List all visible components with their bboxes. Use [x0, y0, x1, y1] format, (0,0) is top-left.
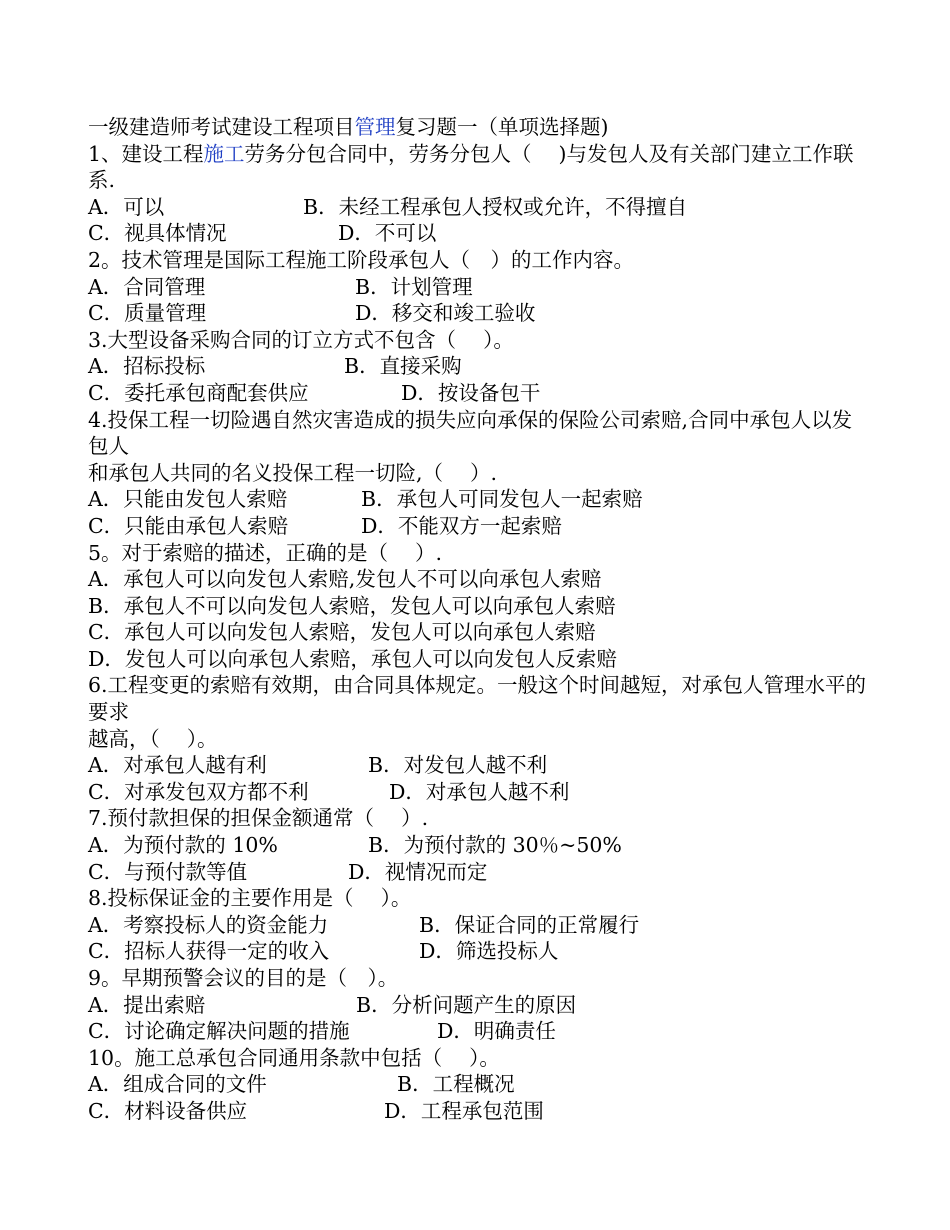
q3-option-c: C．委托承包商配套供应	[88, 380, 309, 405]
question-9-options-cd	[88, 1018, 868, 1045]
question-10-stem: 10。施工总承包合同通用条款中包括（ ）。	[88, 1045, 500, 1070]
q5-option-b: B．承包人不可以向发包人索赔，发包人可以向承包人索赔	[88, 593, 616, 618]
question-9-options-ab	[88, 992, 868, 1019]
q8-option-b: B．保证合同的正常履行	[419, 912, 640, 937]
question-6-options-cd	[88, 779, 868, 806]
q9-option-d: D．明确责任	[437, 1019, 556, 1044]
q7-option-d: D．视情况而定	[348, 859, 488, 884]
question-8-options-ab	[88, 912, 868, 939]
q3-option-b: B．直接采购	[344, 354, 462, 379]
title-prefix: 一级建造师考试建设工程项目	[88, 115, 355, 139]
q5-option-c: C．承包人可以向发包人索赔，发包人可以向承包人索赔	[88, 620, 596, 645]
q3-option-a: A．招标投标	[88, 354, 206, 379]
question-8-stem: 8.投标保证金的主要作用是（ ）。	[88, 886, 412, 911]
q4-option-a: A．只能由发包人索赔	[88, 487, 288, 512]
q4-option-d: D．不能双方一起索赔	[361, 513, 562, 538]
q1-option-a: A．可以	[88, 194, 165, 219]
question-6-options-ab	[88, 752, 868, 779]
question-10-options-ab	[88, 1071, 868, 1098]
q6-option-d: D．对承包人越不利	[389, 779, 570, 804]
q7-option-b: B．为预付款的 30％~50%	[368, 833, 622, 858]
question-10-options-cd	[88, 1098, 868, 1125]
question-2-options-cd	[88, 300, 868, 327]
q1-stem-suffix: 劳务分包合同中，劳务分包人（ )与发包人及有关部门建立工作联系.	[88, 141, 854, 193]
q9-option-c: C．讨论确定解决问题的措施	[88, 1019, 350, 1044]
question-4-stem-line-2: 和承包人共同的名义投保工程一切险,（ ）.	[88, 460, 498, 485]
question-5-stem: 5。对于索赔的描述，正确的是（ ）.	[88, 540, 443, 565]
q2-option-b: B．计划管理	[355, 274, 473, 299]
question-1-stem	[88, 141, 868, 194]
question-3-options-cd	[88, 380, 868, 407]
q1-stem-prefix: 1、建设工程	[88, 141, 204, 166]
question-9-stem: 9。早期预警会议的目的是（ ）。	[88, 966, 399, 990]
question-3-options-ab	[88, 353, 868, 380]
q6-option-c: C．对承发包双方都不利	[88, 779, 309, 804]
q10-option-b: B．工程概况	[397, 1072, 515, 1097]
q4-option-c: C．只能由承包人索赔	[88, 513, 289, 538]
q10-option-d: D．工程承包范围	[384, 1098, 544, 1123]
title-link-management[interactable]: 管理	[354, 115, 396, 139]
document-title	[88, 114, 868, 141]
question-3-stem: 3.大型设备采购合同的订立方式不包含（ ）。	[88, 327, 514, 352]
q1-option-b: B．未经工程承包人授权或允许，不得擅自	[303, 194, 688, 219]
question-1-options-ab	[88, 194, 868, 221]
q3-option-d: D．按设备包干	[401, 380, 541, 405]
q2-option-d: D．移交和竣工验收	[355, 301, 536, 326]
q10-option-a: A．组成合同的文件	[88, 1072, 267, 1097]
q7-option-c: C．与预付款等值	[88, 859, 248, 884]
question-1-options-cd	[88, 220, 868, 247]
q4-option-b: B．承包人可同发包人一起索赔	[361, 487, 643, 512]
question-6-stem-line-1: 6.工程变更的索赔有效期，由合同具体规定。一般这个时间越短，对承包人管理水平的要求	[88, 673, 867, 725]
question-6-stem-line-2: 越高，（ ）。	[88, 726, 218, 751]
question-8-options-cd	[88, 938, 868, 965]
question-4-stem-line-1: 4.投保工程一切险遇自然灾害造成的损失应向承保的保险公司索赔,合同中承包人以发包人	[88, 407, 853, 459]
q2-option-a: A．合同管理	[88, 274, 206, 299]
q6-option-a: A．对承包人越有利	[88, 753, 267, 778]
question-4-options-ab	[88, 486, 868, 513]
q1-option-c: C．视具体情况	[88, 221, 227, 246]
q9-option-b: B．分析问题产生的原因	[356, 992, 577, 1017]
q7-option-a: A．为预付款的 10%	[88, 833, 278, 858]
question-2-stem: 2。技术管理是国际工程施工阶段承包人（ ）的工作内容。	[88, 247, 635, 272]
q8-option-d: D．筛选投标人	[419, 939, 559, 964]
question-7-options-cd	[88, 859, 868, 886]
q8-option-c: C．招标人获得一定的收入	[88, 939, 330, 964]
q5-option-d: D．发包人可以向承包人索赔，承包人可以向发包人反索赔	[88, 646, 617, 671]
q9-option-a: A．提出索赔	[88, 992, 206, 1017]
question-7-options-ab	[88, 832, 868, 859]
q2-option-c: C．质量管理	[88, 301, 207, 326]
title-suffix: 复习题一（单项选择题)	[395, 115, 609, 139]
question-2-options-ab	[88, 274, 868, 301]
q6-option-b: B．对发包人越不利	[368, 753, 548, 778]
question-4-options-cd	[88, 513, 868, 540]
question-7-stem: 7.预付款担保的担保金额通常（ ）.	[88, 806, 429, 831]
q1-option-d: D．不可以	[338, 221, 437, 246]
q10-option-c: C．材料设备供应	[88, 1098, 248, 1123]
q1-link-construction[interactable]: 施工	[203, 141, 245, 166]
q5-option-a: A．承包人可以向发包人索赔,发包人不可以向承包人索赔	[88, 567, 602, 592]
q8-option-a: A．考察投标人的资金能力	[88, 912, 329, 937]
document-page	[88, 114, 868, 1125]
